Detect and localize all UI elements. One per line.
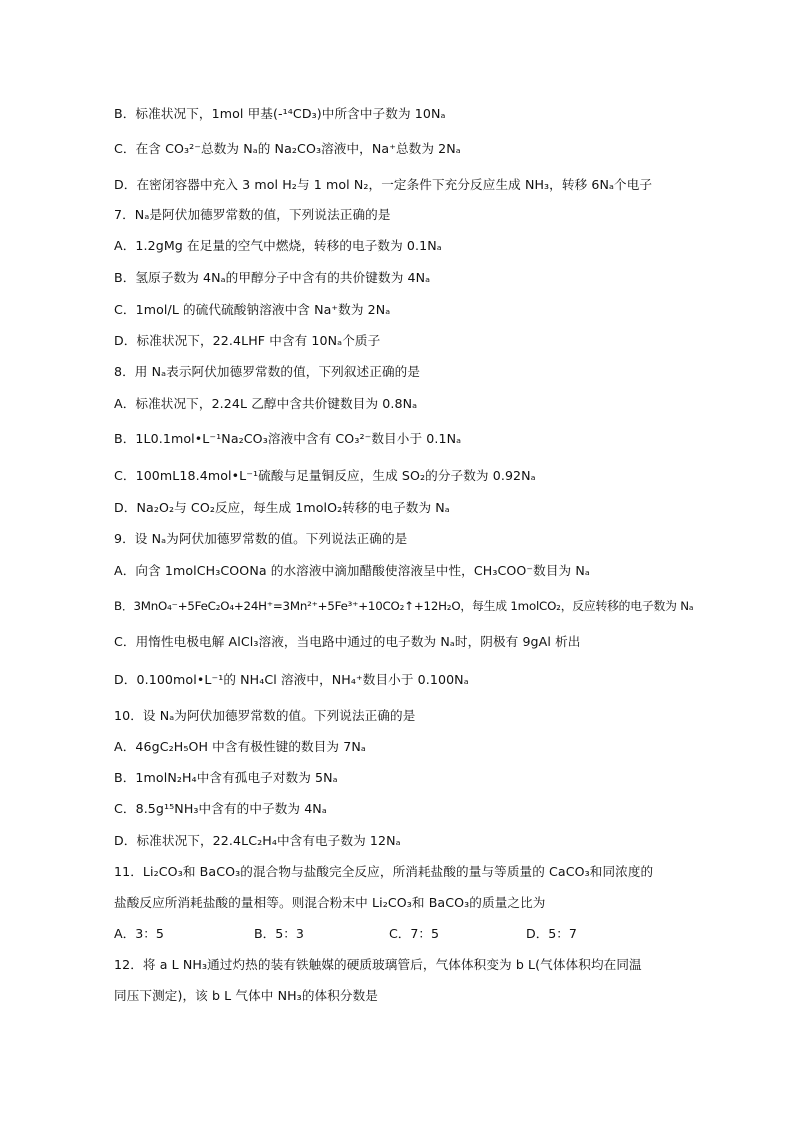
question-8 (114, 364, 420, 380)
line-text: D．0.100mol•L⁻¹的 NH₄Cl 溶液中，NH₄⁺数目小于 0.100Nₐ (114, 672, 469, 687)
q8-option-d (114, 500, 450, 516)
line-text: 10．设 Nₐ为阿伏加德罗常数的值。下列说法正确的是 (114, 708, 416, 723)
line-text: A．标准状况下，2.24L 乙醇中含共价键数目为 0.8Nₐ (114, 396, 418, 411)
question-11 (114, 864, 653, 880)
q8-option-a (114, 396, 417, 412)
q7-option-b (114, 270, 430, 286)
q7-option-c (114, 302, 390, 318)
q9-option-c (114, 634, 580, 650)
question-12-continued (114, 988, 378, 1004)
q9-option-b (114, 598, 693, 614)
q9-option-a (114, 563, 590, 579)
line-text: A．向含 1molCH₃COONa 的水溶液中滴加醋酸使溶液呈中性，CH₃COO⁻数目为 Nₐ (114, 563, 590, 578)
question-7 (114, 207, 391, 223)
line-text: 7．Nₐ是阿伏加德罗常数的值，下列说法正确的是 (114, 207, 391, 222)
line-text: B．氢原子数为 4Nₐ的甲醇分子中含有的共价键数为 4Nₐ (114, 270, 431, 285)
q8-option-c (114, 468, 536, 484)
line-text: D．标准状况下，22.4LHF 中含有 10Nₐ个质子 (114, 333, 381, 348)
q10-option-a (114, 739, 366, 755)
q11-option-d: D．5：7 (526, 926, 577, 941)
q10-option-d (114, 833, 401, 849)
q7-option-d (114, 333, 380, 349)
line-text: C．在含 CO₃²⁻总数为 Nₐ的 Na₂CO₃溶液中，Na⁺总数为 2Nₐ (114, 141, 461, 156)
line-text: D．Na₂O₂与 CO₂反应，每生成 1molO₂转移的电子数为 Nₐ (114, 500, 450, 515)
q10-option-b (114, 770, 338, 786)
line-text: A．1.2gMg 在足量的空气中燃烧，转移的电子数为 0.1Nₐ (114, 238, 442, 253)
text-line-d-ammonia (114, 177, 652, 193)
line-text: C．8.5g¹⁵NH₃中含有的中子数为 4Nₐ (114, 801, 327, 816)
line-text: C．100mL18.4mol•L⁻¹硫酸与足量铜反应，生成 SO₂的分子数为 0.92Nₐ (114, 468, 536, 483)
line-text: 8．用 Nₐ表示阿伏加德罗常数的值，下列叙述正确的是 (114, 364, 421, 379)
q11-option-b: B．5：3 (254, 926, 304, 941)
q8-option-b (114, 431, 461, 447)
line-text: 同压下测定)，该 b L 气体中 NH₃的体积分数是 (114, 988, 378, 1003)
q9-option-d (114, 672, 469, 688)
line-text: B．1L0.1mol•L⁻¹Na₂CO₃溶液中含有 CO₃²⁻数目小于 0.1Nₐ (114, 431, 462, 446)
q7-option-a (114, 238, 442, 254)
text-line-c-carbonate (114, 141, 461, 157)
question-11-continued (114, 895, 545, 911)
line-text: 12．将 a L NH₃通过灼热的装有铁触媒的硬质玻璃管后，气体体积变为 b L(气体体积均在同温 (114, 957, 642, 972)
line-text: C．1mol/L 的硫代硫酸钠溶液中含 Na⁺数为 2Nₐ (114, 302, 391, 317)
question-10 (114, 708, 415, 724)
q10-option-c (114, 801, 327, 817)
line-text: 盐酸反应所消耗盐酸的量相等。则混合粉末中 Li₂CO₃和 BaCO₃的质量之比为 (114, 895, 546, 910)
text-line-b-methyl (114, 106, 446, 122)
line-text: D．标准状况下，22.4LC₂H₄中含有电子数为 12Nₐ (114, 833, 401, 848)
line-text: A．46gC₂H₅OH 中含有极性键的数目为 7Nₐ (114, 739, 366, 754)
line-text: C．用惰性电极电解 AlCl₃溶液，当电路中通过的电子数为 Nₐ时，阴极有 9gAl 析出 (114, 634, 581, 649)
q11-option-a: A．3：5 (114, 926, 164, 941)
q11-option-c: C．7：5 (389, 926, 440, 941)
question-12 (114, 957, 642, 973)
line-text: 11．Li₂CO₃和 BaCO₃的混合物与盐酸完全反应，所消耗盐酸的量与等质量的 CaCO₃和同浓度的 (114, 864, 654, 879)
line-text: D．在密闭容器中充入 3 mol H₂与 1 mol N₂，一定条件下充分反应生成 NH₃，转移 6Nₐ个电子 (114, 177, 653, 192)
line-text: B．3MnO₄⁻+5FeC₂O₄+24H⁺=3Mn²⁺+5Fe³⁺+10CO₂↑+12H₂O，每生成 1molCO₂，反应转移的电子数为 Nₐ (114, 599, 694, 613)
line-text: B．标准状况下，1mol 甲基(-¹⁴CD₃)中所含中子数为 10Nₐ (114, 106, 446, 121)
question-9 (114, 531, 407, 547)
line-text: B．1molN₂H₄中含有孤电子对数为 5Nₐ (114, 770, 338, 785)
line-text: 9．设 Nₐ为阿伏加德罗常数的值。下列说法正确的是 (114, 531, 408, 546)
